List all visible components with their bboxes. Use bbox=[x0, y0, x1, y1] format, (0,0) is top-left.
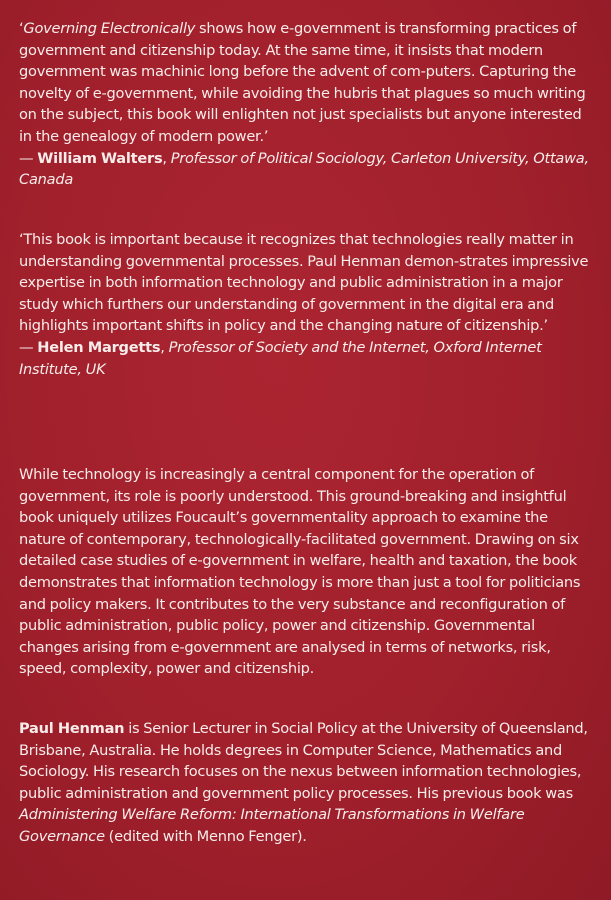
book-title: Governing Electronically bbox=[23, 20, 196, 37]
endorser-affiliation: Professor of Society and the Internet, Oxford Internet Institute, UK bbox=[19, 338, 542, 378]
attribution-dash: — bbox=[19, 338, 38, 356]
author-bio bbox=[19, 718, 594, 848]
endorser-name: Helen Margetts bbox=[37, 338, 161, 356]
endorsement-walters bbox=[19, 18, 591, 191]
attribution-dash: — bbox=[19, 149, 38, 167]
endorsement-margetts bbox=[19, 229, 594, 380]
attribution-separator: , bbox=[160, 338, 169, 356]
previous-book-title: Administering Welfare Reform: International Transformations in Welfare Governance bbox=[19, 806, 525, 845]
endorser-affiliation: Professor of Political Sociology, Carleton University, Ottawa, Canada bbox=[19, 149, 589, 189]
quote-body: ‘This book is important because it recognizes that technologies really matter in understanding governmental processes. Paul Henman demon-strates impressive expertise in both information technology and public administration in a major study which furthers our understanding of government in the digital era and highlights important shifts in policy and the changing nature of citizenship.’ bbox=[19, 231, 589, 335]
quote-body: shows how e-government is transforming practices of government and citizenship today. At the same time, it insists that modern government was machinic long before the advent of com-puters. Capturing the novelty of e-government, while avoiding the hubris that plagues so much writing on the subject, this book will enlighten not just specialists but anyone interested in the genealogy of modern power.’ bbox=[19, 20, 586, 145]
endorser-name: William Walters bbox=[37, 149, 163, 167]
bio-suffix: (edited with Menno Fenger). bbox=[104, 827, 307, 845]
quote-open-mark: ‘ bbox=[19, 20, 24, 37]
bio-text: is Senior Lecturer in Social Policy at the University of Queensland, Brisbane, Australia. He holds degrees in Computer Science, Mathematics and Sociology. His research focuses on the nexus between information technologies, public administration and government policy processes. His previous book was bbox=[19, 720, 588, 802]
book-description: While technology is increasingly a central component for the operation of government, its role is poorly understood. This ground-breaking and insightful book uniquely utilizes Foucault’s governmentality approach to examine the nature of contemporary, technologically-facilitated government. Drawing on six detailed case studies of e-government in welfare, health and taxation, the book demonstrates that information technology is more than just a tool for politicians and policy makers. It contributes to the very substance and reconfiguration of public administration, public policy, power and citizenship. Governmental changes arising from e-government are analysed in terms of networks, risk, speed, complexity, power and citizenship. bbox=[19, 466, 581, 678]
author-name: Paul Henman bbox=[19, 720, 125, 737]
attribution-separator: , bbox=[162, 149, 171, 167]
